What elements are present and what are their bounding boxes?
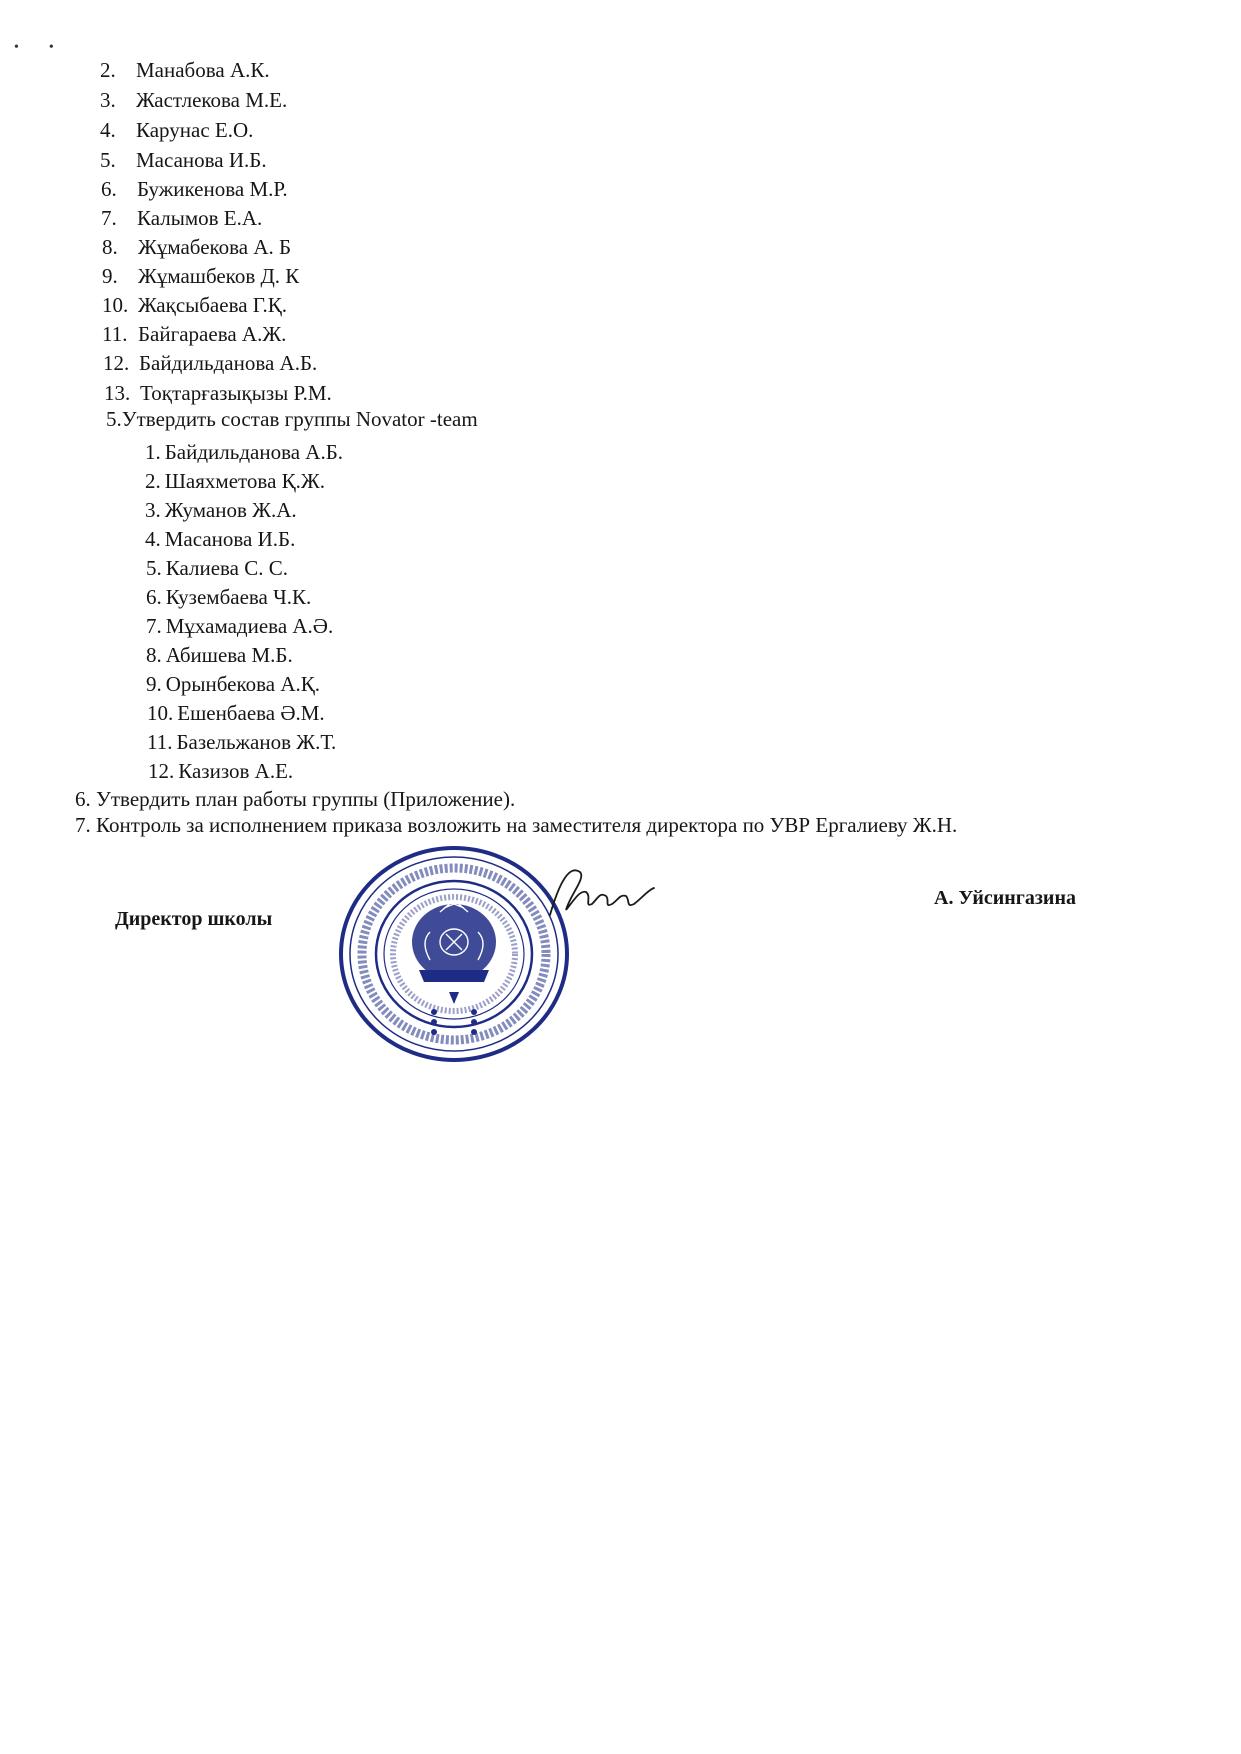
list-item: 4. Карунас Е.О. bbox=[100, 118, 254, 142]
list-item: 5. Калиева С. С. bbox=[146, 556, 288, 580]
list-item: 7. Калымов Е.А. bbox=[101, 206, 263, 230]
list-item: 13. Тоқтарғазықызы Р.М. bbox=[104, 381, 332, 405]
list-item: 1. Байдильданова А.Б. bbox=[145, 440, 344, 464]
list-item: 5. Масанова И.Б. bbox=[100, 148, 267, 172]
item-5-heading: 5.Утвердить состав группы Novator -team bbox=[106, 407, 478, 431]
handwritten-signature-icon bbox=[540, 860, 660, 930]
list-item: 11. Базельжанов Ж.Т. bbox=[147, 730, 337, 754]
item-7: 7. Контроль за исполнением приказа возложить на заместителя директора по УВР Ергалиеву Ж.Н. bbox=[75, 813, 958, 837]
list-item: 3. Жастлекова М.Е. bbox=[100, 88, 288, 112]
list-item: 9. Жұмашбеков Д. К bbox=[102, 264, 300, 288]
list-item: 8. Жұмабекова А. Б bbox=[102, 235, 292, 259]
list-item: 11. Байгараева А.Ж. bbox=[102, 322, 287, 346]
list-item: 8. Абишева М.Б. bbox=[146, 643, 293, 667]
list-item: 6. Кузембаева Ч.К. bbox=[146, 585, 312, 609]
list-item: 7. Мұхамадиева А.Ә. bbox=[146, 614, 334, 638]
list-item: 6. Бужикенова М.Р. bbox=[101, 177, 288, 201]
list-item: 10. Ешенбаева Ә.М. bbox=[147, 701, 325, 725]
list-item: 10. Жақсыбаева Г.Қ. bbox=[102, 293, 288, 317]
list-item: 12. Казизов А.Е. bbox=[148, 759, 294, 783]
list-item: 3. Жуманов Ж.А. bbox=[145, 498, 297, 522]
signature-name: А. Уйсингазина bbox=[934, 887, 1076, 909]
official-stamp-icon bbox=[334, 842, 574, 1067]
scan-specks: •• bbox=[14, 40, 84, 55]
item-6: 6. Утвердить план работы группы (Приложение). bbox=[75, 787, 516, 811]
list-item: 4. Масанова И.Б. bbox=[145, 527, 296, 551]
signature-title: Директор школы bbox=[115, 908, 273, 930]
list-item: 12. Байдильданова А.Б. bbox=[103, 351, 318, 375]
list-item: 2. Шаяхметова Қ.Ж. bbox=[145, 469, 325, 493]
list-item: 2. Манабова А.К. bbox=[100, 58, 270, 82]
list-item: 9. Орынбекова А.Қ. bbox=[146, 672, 321, 696]
